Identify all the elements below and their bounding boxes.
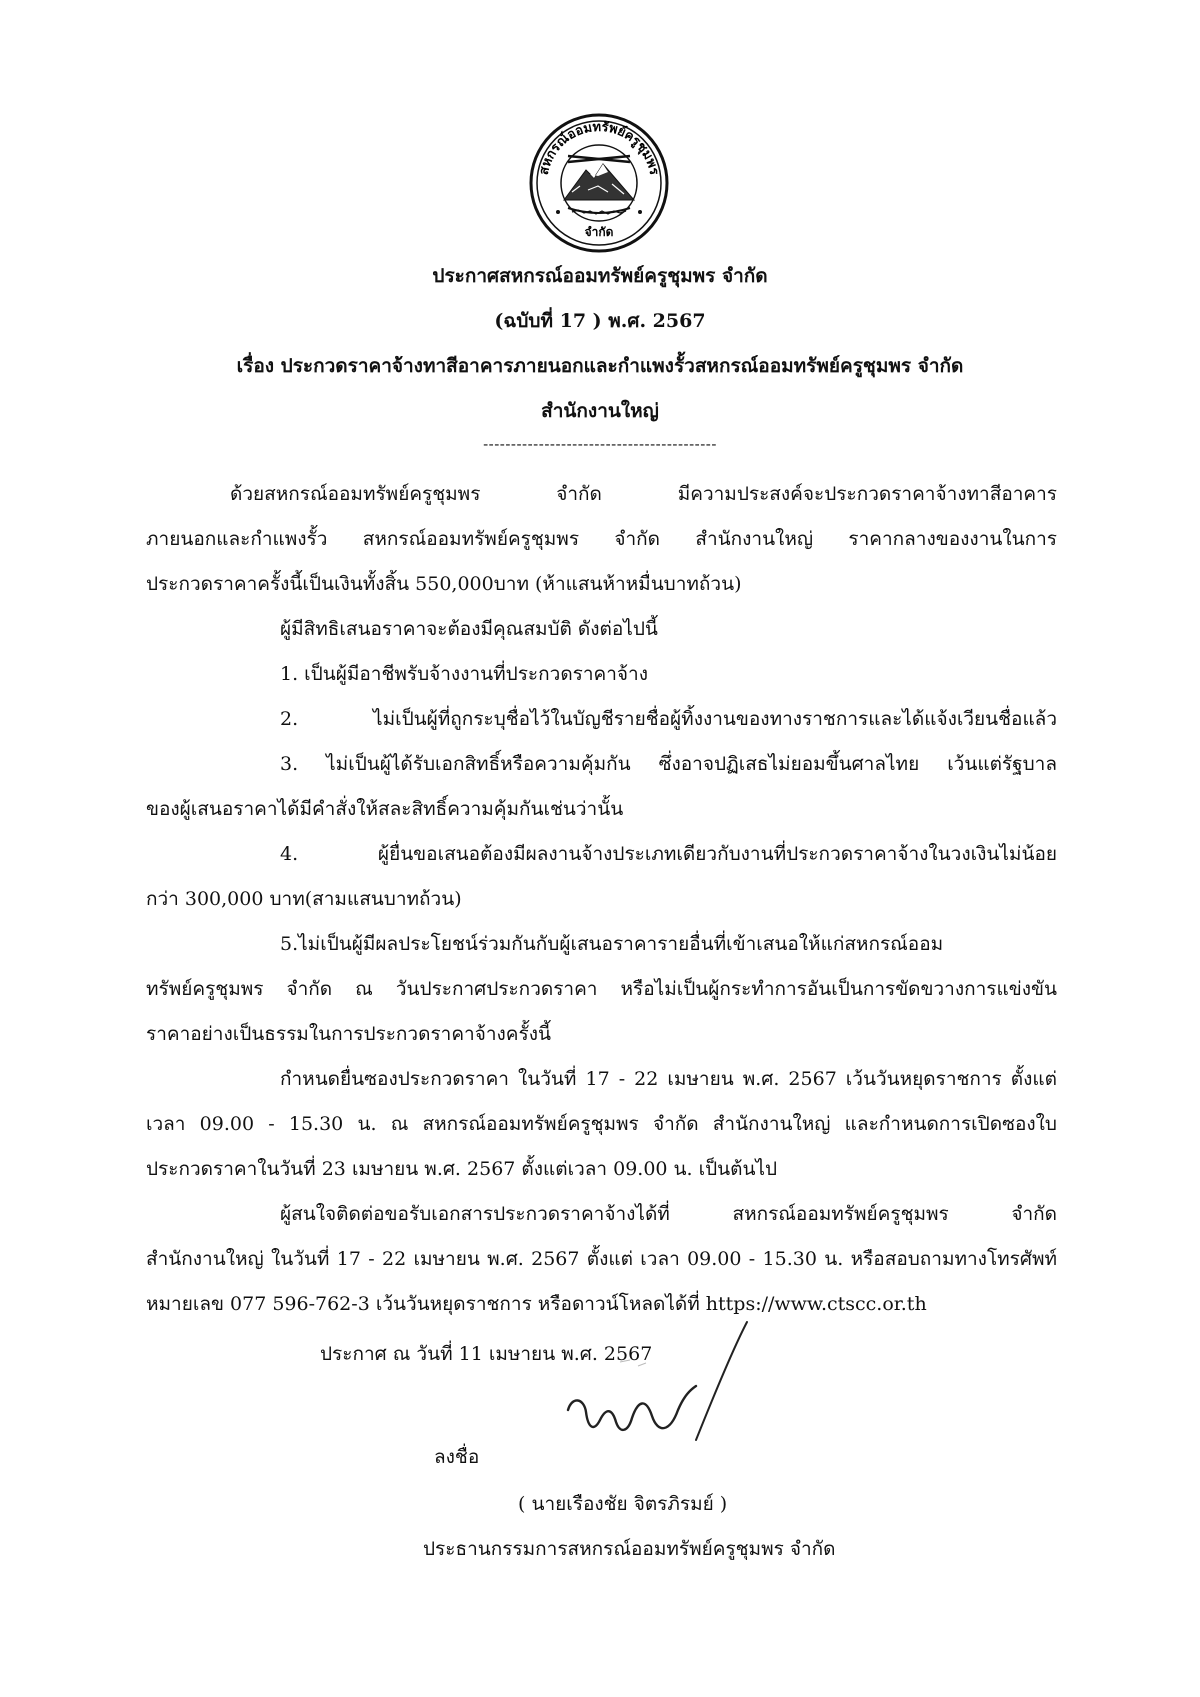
contact-line-3: หมายเลข 077 596-762-3 เว้นวันหยุดราชการ หรือดาวน์โหลดได้ที่ https://www.ctscc.or.th <box>146 1293 927 1315</box>
schedule-line-3: ประกวดราคาในวันที่ 23 เมษายน พ.ศ. 2567 ตั้งแต่เวลา 09.00 น. เป็นต้นไป <box>146 1158 778 1180</box>
subject-line: เรื่อง ประกวดราคาจ้างทาสีอาคารภายนอกและกำแพงรั้วสหกรณ์ออมทรัพย์ครูชุมพร จำกัด <box>236 355 964 377</box>
contact-line-1: ผู้สนใจติดต่อขอรับเอกสารประกวดราคาจ้างได้ที่ สหกรณ์ออมทรัพย์ครูชุมพร จำกัด <box>280 1203 1057 1225</box>
qualification-item-4-line-1: 4. ผู้ยื่นขอเสนอต้องมีผลงานจ้างประเภทเดียวกับงานที่ประกวดราคาจ้างในวงเงินไม่น้อย <box>280 843 1057 865</box>
contact-line-2: สำนักงานใหญ่ ในวันที่ 17 - 22 เมษายน พ.ศ. 2567 ตั้งแต่ เวลา 09.00 - 15.30 น. หรือสอบถามทางโทรศัพท์ <box>146 1248 1057 1270</box>
office-name: สำนักงานใหญ่ <box>541 400 659 422</box>
intro-line-2: ภายนอกและกำแพงรั้ว สหกรณ์ออมทรัพย์ครูชุมพร จำกัด สำนักงานใหญ่ ราคากลางของงานในการ <box>146 528 1057 550</box>
qualification-item-1: 1. เป็นผู้มีอาชีพรับจ้างงานที่ประกวดราคาจ้าง <box>280 663 648 685</box>
announcement-title: ประกาศสหกรณ์ออมทรัพย์ครูชุมพร จำกัด <box>432 265 768 287</box>
intro-line-1: ด้วยสหกรณ์ออมทรัพย์ครูชุมพร จำกัด มีความประสงค์จะประกวดราคาจ้างทาสีอาคาร <box>230 483 1057 505</box>
signer-name: ( นายเรืองชัย จิตรภิรมย์ ) <box>518 1493 728 1515</box>
qualification-item-5-line-1: 5.ไม่เป็นผู้มีผลประโยชน์ร่วมกันกับผู้เสนอราคารายอื่นที่เข้าเสนอให้แก่สหกรณ์ออม <box>280 933 944 955</box>
schedule-line-1: กำหนดยื่นซองประกวดราคา ในวันที่ 17 - 22 เมษายน พ.ศ. 2567 เว้นวันหยุดราชการ ตั้งแต่ <box>280 1068 1057 1090</box>
sign-label: ลงชื่อ <box>434 1446 480 1468</box>
svg-text:สหกรณ์ออมทรัพย์ครูชุมพร: สหกรณ์ออมทรัพย์ครูชุมพร <box>536 119 662 177</box>
issue-number: (ฉบับที่ 17 ) พ.ศ. 2567 <box>494 310 706 332</box>
announcement-date: ประกาศ ณ วันที่ 11 เมษายน พ.ศ. 2567 <box>320 1343 653 1365</box>
coop-seal-icon <box>528 112 670 254</box>
schedule-line-2: เวลา 09.00 - 15.30 น. ณ สหกรณ์ออมทรัพย์ครูชุมพร จำกัด สำนักงานใหญ่ และกำหนดการเปิดซองใบ <box>146 1113 1057 1135</box>
qualification-item-5-line-3: ราคาอย่างเป็นธรรมในการประกวดราคาจ้างครั้งนี้ <box>146 1023 551 1045</box>
qualification-item-4-line-2: กว่า 300,000 บาท(สามแสนบาทถ้วน) <box>146 888 462 910</box>
signature-icon <box>560 1300 760 1460</box>
signer-title: ประธานกรรมการสหกรณ์ออมทรัพย์ครูชุมพร จำกัด <box>423 1538 836 1560</box>
qualification-item-5-line-2: ทรัพย์ครูชุมพร จำกัด ณ วันประกาศประกวดราคา หรือไม่เป็นผู้กระทำการอันเป็นการขัดขวางการแข่งขัน <box>146 978 1057 1000</box>
qualification-heading: ผู้มีสิทธิเสนอราคาจะต้องมีคุณสมบัติ ดังต่อไปนี้ <box>280 618 658 640</box>
qualification-item-2: 2. ไม่เป็นผู้ที่ถูกระบุชื่อไว้ในบัญชีรายชื่อผู้ทิ้งงานของทางราชการและได้แจ้งเวียนชื่อแล้ว <box>280 708 1057 730</box>
header-divider: ------------------------------------------ <box>483 435 717 453</box>
qualification-item-3-line-2: ของผู้เสนอราคาได้มีคำสั่งให้สละสิทธิ์ความคุ้มกันเช่นว่านั้น <box>146 798 624 820</box>
intro-line-3: ประกวดราคาครั้งนี้เป็นเงินทั้งสิ้น 550,000บาท (ห้าแสนห้าหมื่นบาทถ้วน) <box>146 573 742 595</box>
svg-text:จำกัด: จำกัด <box>584 225 614 239</box>
qualification-item-3-line-1: 3. ไม่เป็นผู้ได้รับเอกสิทธิ์หรือความคุ้มกัน ซึ่งอาจปฏิเสธไม่ยอมขึ้นศาลไทย เว้นแต่รัฐบาล <box>280 753 1057 775</box>
